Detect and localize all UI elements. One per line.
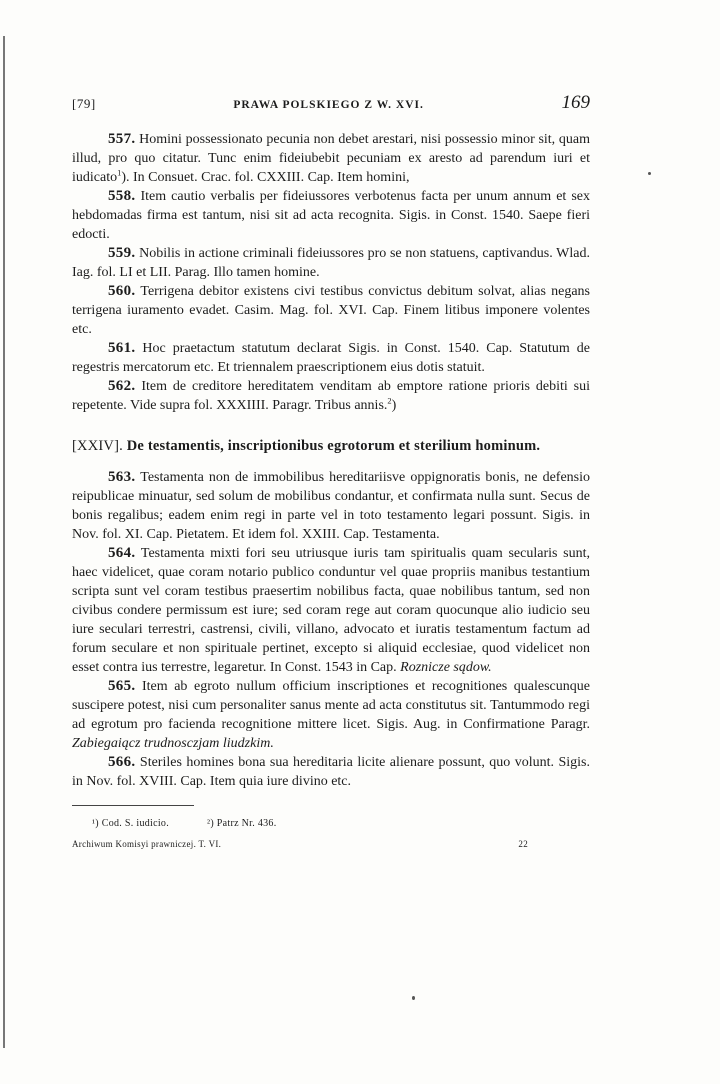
paragraph-number: 558. <box>108 188 136 204</box>
paragraph-557 <box>72 130 590 187</box>
paragraph-566 <box>72 753 590 791</box>
header-left: [79] <box>72 96 96 111</box>
section-title: De testamentis, inscriptionibus egrotorum et sterilium hominum. <box>122 438 541 454</box>
paragraph-number: 560. <box>108 283 136 299</box>
printer-signature <box>72 839 590 849</box>
paragraph-text: Terrigena debitor existens civi testibus convictus debitum solvat, alias negans terrigena iuramento evadet. Casim. Mag. fol. XVI. Cap. Finem litibus imponere volentes etc. <box>72 284 590 337</box>
footnote-marker: 1 <box>117 167 122 178</box>
header-title: PRAWA POLSKIEGO Z W. XVI. <box>233 99 424 111</box>
paragraph-number: 565. <box>108 678 136 694</box>
paragraph-text: Testamenta mixti fori seu utriusque iuris tam spiritualis quam secularis sunt, haec videlicet, quae coram notario publico conduntur vel quae propriis manibus testantium scripta sunt vel coram testibus praesertim nobilibus facta, quae nobilibus tantum, sed non civibus condere permissum est iure; sed coram rege aut coram quocunque alio iudicio seu iure seculari terrestri, castrensi, civili, villano, advocato et iuratis testamentum factum ad forum seculare et non spirituale pertinet, excepto si aliquid ecclesiae, quod videlicet non esset contra ius terrestre, legaretur. In Const. 1543 in Cap. <box>72 546 590 675</box>
footnotes <box>72 818 590 829</box>
signature-text: Archiwum Komisyi prawniczej. T. VI. <box>72 839 222 849</box>
paragraph-558 <box>72 187 590 244</box>
paragraph-text: Steriles homines bona sua hereditaria licite alienare possunt, quo volunt. Sigis. in Nov. fol. XVIII. Cap. Item quia iure divino etc. <box>72 755 590 789</box>
section-heading <box>72 437 590 456</box>
paragraph-561 <box>72 339 590 377</box>
speck-mark <box>412 996 415 1000</box>
italic-title: Roznicze sądow. <box>400 660 492 675</box>
paragraph-text-continued: ) <box>391 398 397 413</box>
footnote-1: ¹) Cod. S. iudicio. <box>92 818 170 829</box>
italic-title: Zabiegaiącz trudnosczjam liudzkim. <box>72 736 274 751</box>
document-page <box>72 92 590 849</box>
paragraph-number: 559. <box>108 245 136 261</box>
footnote-marker: 2 <box>387 395 392 406</box>
paragraph-number: 563. <box>108 469 136 485</box>
paragraph-number: 561. <box>108 340 136 356</box>
paragraph-number: 562. <box>108 378 136 394</box>
paragraph-text-continued: ). In Consuet. Crac. fol. CXXIII. Cap. Item homini, <box>121 170 410 185</box>
paragraph-number: 557. <box>108 131 136 147</box>
footnote-2: ²) Patrz Nr. 436. <box>207 818 277 829</box>
paragraph-562 <box>72 377 590 415</box>
page-number: 169 <box>561 92 590 113</box>
paragraph-number: 566. <box>108 754 136 770</box>
footnote-rule <box>72 805 194 806</box>
speck-mark <box>648 172 651 175</box>
running-header <box>72 92 590 116</box>
paragraph-563 <box>72 468 590 544</box>
paragraph-565 <box>72 677 590 753</box>
paragraph-number: 564. <box>108 545 136 561</box>
paragraph-text: Nobilis in actione criminali fideiussores pro se non statuens, captivandus. Wlad. Iag. fol. LI et LII. Parag. Illo tamen homine. <box>72 246 590 280</box>
paragraph-559 <box>72 244 590 282</box>
paragraph-560 <box>72 282 590 339</box>
signature-number: 22 <box>518 839 528 849</box>
section-number: [XXIV]. <box>72 438 123 454</box>
paragraph-text: Testamenta non de immobilibus hereditariisve oppignoratis bonis, ne defensio reipublicae minuatur, sed solum de mobilibus condantur, et confirmata nulla sunt. Secus de bonis regalibus; eadem enim regi in parte vel in toto testamento legari possunt. Sigis. in Nov. fol. XI. Cap. Pietatem. Et idem fol. XXIII. Cap. Testamenta. <box>72 470 590 542</box>
paragraphs-before-section <box>72 130 590 415</box>
paragraph-text: Homini possessionato pecunia non debet arestari, nisi possessio minor sit, quam illud, pro quo citatur. Tunc enim fideiubebit pecuniam ex aresto ad parendum iuri et iudicato <box>72 132 590 185</box>
paragraph-564 <box>72 544 590 677</box>
paragraph-text: Item de creditore hereditatem venditam ab emptore ratione prioris debiti sui repetente. Vide supra fol. XXXIIII. Paragr. Tribus annis. <box>72 379 590 413</box>
paragraph-text: Hoc praetactum statutum declarat Sigis. in Const. 1540. Cap. Statutum de regestris mercatorum etc. Et triennalem praescriptionem eius dotis statuit. <box>72 341 590 375</box>
paragraph-text: Item ab egroto nullum officium inscriptiones et recognitiones qualescunque suscipere potest, nisi cum personaliter sanus mente ad acta constitutus sit. Tantummodo regi ad egrotum pro facienda recognitione mittere licet. Sigis. Aug. in Confirmatione Paragr. <box>72 679 590 732</box>
scan-edge-line <box>3 36 5 1048</box>
paragraph-text: Item cautio verbalis per fideiussores verbotenus facta per unum annum et sex hebdomadas firma est tantum, nisi sit ad acta recognita. Sigis. in Const. 1540. Saepe fieri edocti. <box>72 189 590 242</box>
